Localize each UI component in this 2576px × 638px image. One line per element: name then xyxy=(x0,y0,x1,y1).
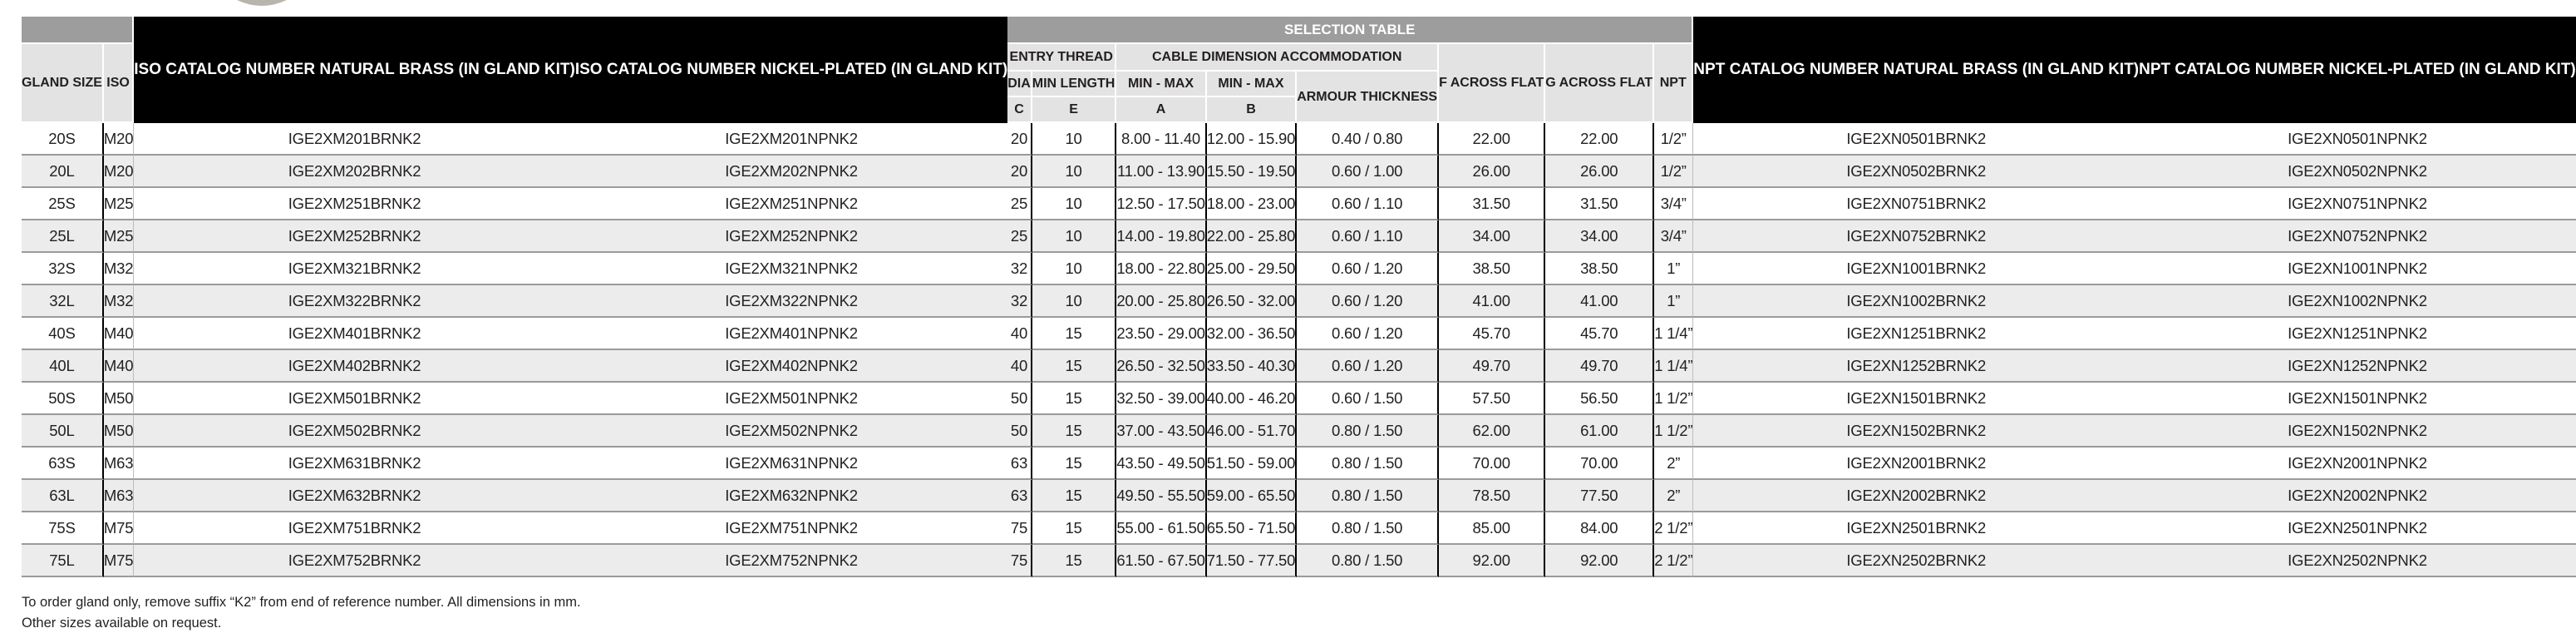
iso-thread-cell: M20 xyxy=(104,123,134,156)
min-length-e-cell: 15 xyxy=(1032,318,1117,350)
npt-brass-number-cell: IGE2XN0751BRNK2 xyxy=(1693,188,2139,220)
npt-brass-number-cell: IGE2XN1251BRNK2 xyxy=(1693,318,2139,350)
dia-c-cell: 20 xyxy=(1007,123,1032,156)
g-across-flat-cell: 26.00 xyxy=(1545,156,1654,188)
f-across-flat-cell: 34.00 xyxy=(1439,220,1545,253)
cable-range-b-cell: 51.50 - 59.00 xyxy=(1207,448,1297,480)
table-row xyxy=(22,285,2576,318)
iso-brass-number-cell: IGE2XM631BRNK2 xyxy=(134,448,575,480)
dia-c-cell: 40 xyxy=(1007,350,1032,383)
npt-brass-number-cell: IGE2XN0501BRNK2 xyxy=(1693,123,2139,156)
npt-size-cell: 1 1/4” xyxy=(1654,318,1693,350)
f-across-flat-cell: 45.70 xyxy=(1439,318,1545,350)
min-length-e-cell: 15 xyxy=(1032,448,1117,480)
iso-nickel-header: ISO CATALOG NUMBER NICKEL-PLATED (IN GLAND KIT) xyxy=(575,17,1007,123)
cable-range-a-cell: 11.00 - 13.90 xyxy=(1116,156,1206,188)
iso-nickel-number-cell: IGE2XM502NPNK2 xyxy=(575,415,1007,448)
iso-nickel-number-cell: IGE2XM401NPNK2 xyxy=(575,318,1007,350)
npt-size-cell: 3/4” xyxy=(1654,220,1693,253)
armour-thickness-cell: 0.60 / 1.10 xyxy=(1297,220,1439,253)
cable-range-a-cell: 14.00 - 19.80 xyxy=(1116,220,1206,253)
npt-nickel-number-cell: IGE2XN1252NPNK2 xyxy=(2139,350,2576,383)
iso-nickel-number-cell: IGE2XM751NPNK2 xyxy=(575,512,1007,545)
min-length-e-cell: 10 xyxy=(1032,253,1117,285)
cable-dimension-header: CABLE DIMENSION ACCOMMODATION xyxy=(1116,44,1439,72)
npt-size-cell: 1 1/4” xyxy=(1654,350,1693,383)
g-across-flat-cell: 34.00 xyxy=(1545,220,1654,253)
c-label: C xyxy=(1007,97,1032,123)
dia-c-cell: 25 xyxy=(1007,220,1032,253)
table-row xyxy=(22,350,2576,383)
iso-thread-cell: M25 xyxy=(104,188,134,220)
f-across-flat-cell: 38.50 xyxy=(1439,253,1545,285)
min-length-e-cell: 10 xyxy=(1032,156,1117,188)
npt-nickel-number-cell: IGE2XN0751NPNK2 xyxy=(2139,188,2576,220)
iso-thread-cell: M75 xyxy=(104,512,134,545)
npt-size-cell: 2 1/2” xyxy=(1654,545,1693,577)
min-max-a-header: MIN - MAX xyxy=(1116,72,1206,97)
gland-size-cell: 75L xyxy=(22,545,104,577)
cable-range-b-cell: 65.50 - 71.50 xyxy=(1207,512,1297,545)
cable-range-a-cell: 55.00 - 61.50 xyxy=(1116,512,1206,545)
armour-thickness-cell: 0.80 / 1.50 xyxy=(1297,480,1439,512)
iso-brass-number-cell: IGE2XM202BRNK2 xyxy=(134,156,575,188)
gland-size-cell: 20S xyxy=(22,123,104,156)
iso-brass-number-cell: IGE2XM751BRNK2 xyxy=(134,512,575,545)
cable-range-b-cell: 32.00 - 36.50 xyxy=(1207,318,1297,350)
npt-nickel-number-cell: IGE2XN2002NPNK2 xyxy=(2139,480,2576,512)
npt-nickel-number-cell: IGE2XN1002NPNK2 xyxy=(2139,285,2576,318)
f-across-flat-cell: 62.00 xyxy=(1439,415,1545,448)
npt-brass-number-cell: IGE2XN2501BRNK2 xyxy=(1693,512,2139,545)
npt-size-cell: 1” xyxy=(1654,253,1693,285)
min-length-e-cell: 15 xyxy=(1032,545,1117,577)
gland-size-cell: 32S xyxy=(22,253,104,285)
e-label: E xyxy=(1032,97,1117,123)
iso-thread-cell: M63 xyxy=(104,448,134,480)
armour-thickness-cell: 0.60 / 1.20 xyxy=(1297,350,1439,383)
armour-thickness-cell: 0.40 / 0.80 xyxy=(1297,123,1439,156)
dia-header: DIA xyxy=(1007,72,1032,97)
dia-c-cell: 32 xyxy=(1007,253,1032,285)
iso-nickel-number-cell: IGE2XM631NPNK2 xyxy=(575,448,1007,480)
dia-c-cell: 25 xyxy=(1007,188,1032,220)
armour-thickness-cell: 0.60 / 1.20 xyxy=(1297,253,1439,285)
npt-size-cell: 2 1/2” xyxy=(1654,512,1693,545)
cable-range-a-cell: 26.50 - 32.50 xyxy=(1116,350,1206,383)
armour-thickness-cell: 0.60 / 1.20 xyxy=(1297,285,1439,318)
table-row xyxy=(22,188,2576,220)
f-across-flat-cell: 49.70 xyxy=(1439,350,1545,383)
iso-header: ISO xyxy=(104,44,134,123)
cable-range-b-cell: 40.00 - 46.20 xyxy=(1207,383,1297,415)
npt-header: NPT xyxy=(1654,44,1693,123)
dia-c-cell: 40 xyxy=(1007,318,1032,350)
npt-brass-number-cell: IGE2XN1001BRNK2 xyxy=(1693,253,2139,285)
gland-size-cell: 25L xyxy=(22,220,104,253)
armour-thickness-cell: 0.80 / 1.50 xyxy=(1297,415,1439,448)
npt-brass-number-cell: IGE2XN1252BRNK2 xyxy=(1693,350,2139,383)
iso-nickel-number-cell: IGE2XM752NPNK2 xyxy=(575,545,1007,577)
g-across-flat-cell: 45.70 xyxy=(1545,318,1654,350)
cable-range-a-cell: 18.00 - 22.80 xyxy=(1116,253,1206,285)
iso-brass-header: ISO CATALOG NUMBER NATURAL BRASS (IN GLAND KIT) xyxy=(134,17,575,123)
dia-c-cell: 75 xyxy=(1007,545,1032,577)
iso-thread-cell: M50 xyxy=(104,415,134,448)
npt-brass-number-cell: IGE2XN0502BRNK2 xyxy=(1693,156,2139,188)
iso-nickel-number-cell: IGE2XM632NPNK2 xyxy=(575,480,1007,512)
armour-thickness-header: ARMOUR THICKNESS xyxy=(1297,72,1439,123)
dia-c-cell: 75 xyxy=(1007,512,1032,545)
min-length-e-cell: 15 xyxy=(1032,383,1117,415)
iso-thread-cell: M32 xyxy=(104,253,134,285)
cable-range-a-cell: 61.50 - 67.50 xyxy=(1116,545,1206,577)
cable-range-b-cell: 59.00 - 65.50 xyxy=(1207,480,1297,512)
iso-brass-number-cell: IGE2XM752BRNK2 xyxy=(134,545,575,577)
cable-range-a-cell: 43.50 - 49.50 xyxy=(1116,448,1206,480)
npt-size-cell: 1” xyxy=(1654,285,1693,318)
dia-c-cell: 63 xyxy=(1007,480,1032,512)
gland-size-cell: 40S xyxy=(22,318,104,350)
g-across-flat-cell: 49.70 xyxy=(1545,350,1654,383)
npt-nickel-header: NPT CATALOG NUMBER NICKEL-PLATED (IN GLAND KIT) xyxy=(2139,17,2576,123)
iso-thread-cell: M20 xyxy=(104,156,134,188)
min-max-b-header: MIN - MAX xyxy=(1207,72,1297,97)
npt-brass-number-cell: IGE2XN1501BRNK2 xyxy=(1693,383,2139,415)
cable-range-a-cell: 32.50 - 39.00 xyxy=(1116,383,1206,415)
f-across-flat-header: F ACROSS FLAT xyxy=(1439,44,1545,123)
iso-nickel-number-cell: IGE2XM201NPNK2 xyxy=(575,123,1007,156)
cable-range-a-cell: 49.50 - 55.50 xyxy=(1116,480,1206,512)
iso-brass-number-cell: IGE2XM632BRNK2 xyxy=(134,480,575,512)
table-row xyxy=(22,318,2576,350)
npt-brass-number-cell: IGE2XN2502BRNK2 xyxy=(1693,545,2139,577)
table-row xyxy=(22,448,2576,480)
iso-nickel-number-cell: IGE2XM501NPNK2 xyxy=(575,383,1007,415)
gland-size-cell: 75S xyxy=(22,512,104,545)
f-across-flat-cell: 31.50 xyxy=(1439,188,1545,220)
iso-nickel-number-cell: IGE2XM252NPNK2 xyxy=(575,220,1007,253)
npt-nickel-number-cell: IGE2XN1251NPNK2 xyxy=(2139,318,2576,350)
npt-size-cell: 1 1/2” xyxy=(1654,383,1693,415)
min-length-e-cell: 10 xyxy=(1032,285,1117,318)
gland-size-cell: 25S xyxy=(22,188,104,220)
iso-nickel-number-cell: IGE2XM202NPNK2 xyxy=(575,156,1007,188)
npt-size-cell: 3/4” xyxy=(1654,188,1693,220)
min-length-e-cell: 15 xyxy=(1032,350,1117,383)
cable-range-b-cell: 22.00 - 25.80 xyxy=(1207,220,1297,253)
dia-c-cell: 63 xyxy=(1007,448,1032,480)
a-label: A xyxy=(1116,97,1206,123)
min-length-e-cell: 15 xyxy=(1032,512,1117,545)
cable-range-b-cell: 26.50 - 32.00 xyxy=(1207,285,1297,318)
npt-size-cell: 1/2” xyxy=(1654,156,1693,188)
dia-c-cell: 20 xyxy=(1007,156,1032,188)
iso-brass-number-cell: IGE2XM501BRNK2 xyxy=(134,383,575,415)
gland-size-cell: 32L xyxy=(22,285,104,318)
g-across-flat-cell: 84.00 xyxy=(1545,512,1654,545)
gland-size-cell: 40L xyxy=(22,350,104,383)
cable-range-a-cell: 37.00 - 43.50 xyxy=(1116,415,1206,448)
g-across-flat-cell: 41.00 xyxy=(1545,285,1654,318)
footnote-order: To order gland only, remove suffix “K2” from end of reference number. All dimensions in mm. xyxy=(22,595,581,610)
min-length-e-cell: 10 xyxy=(1032,188,1117,220)
npt-nickel-number-cell: IGE2XN0502NPNK2 xyxy=(2139,156,2576,188)
footnote-sizes: Other sizes available on request. xyxy=(22,616,222,631)
g-across-flat-cell: 22.00 xyxy=(1545,123,1654,156)
iso-nickel-number-cell: IGE2XM321NPNK2 xyxy=(575,253,1007,285)
cable-range-b-cell: 15.50 - 19.50 xyxy=(1207,156,1297,188)
iso-nickel-number-cell: IGE2XM402NPNK2 xyxy=(575,350,1007,383)
iso-thread-cell: M32 xyxy=(104,285,134,318)
f-across-flat-cell: 22.00 xyxy=(1439,123,1545,156)
g-across-flat-cell: 70.00 xyxy=(1545,448,1654,480)
npt-nickel-number-cell: IGE2XN0501NPNK2 xyxy=(2139,123,2576,156)
cable-range-a-cell: 12.50 - 17.50 xyxy=(1116,188,1206,220)
f-across-flat-cell: 41.00 xyxy=(1439,285,1545,318)
selection-table-title: SELECTION TABLE xyxy=(1007,17,1693,44)
armour-thickness-cell: 0.80 / 1.50 xyxy=(1297,512,1439,545)
table-row xyxy=(22,545,2576,577)
product-image-fragment xyxy=(237,0,287,7)
iso-brass-number-cell: IGE2XM402BRNK2 xyxy=(134,350,575,383)
cable-range-b-cell: 33.50 - 40.30 xyxy=(1207,350,1297,383)
npt-size-cell: 2” xyxy=(1654,448,1693,480)
npt-brass-number-cell: IGE2XN2002BRNK2 xyxy=(1693,480,2139,512)
cable-range-a-cell: 23.50 - 29.00 xyxy=(1116,318,1206,350)
iso-thread-cell: M75 xyxy=(104,545,134,577)
table-row xyxy=(22,156,2576,188)
f-across-flat-cell: 70.00 xyxy=(1439,448,1545,480)
f-across-flat-cell: 78.50 xyxy=(1439,480,1545,512)
iso-brass-number-cell: IGE2XM252BRNK2 xyxy=(134,220,575,253)
iso-brass-number-cell: IGE2XM321BRNK2 xyxy=(134,253,575,285)
table-row xyxy=(22,123,2576,156)
min-length-e-cell: 15 xyxy=(1032,415,1117,448)
footnotes xyxy=(22,592,581,634)
iso-brass-number-cell: IGE2XM251BRNK2 xyxy=(134,188,575,220)
dia-c-cell: 50 xyxy=(1007,383,1032,415)
iso-nickel-number-cell: IGE2XM322NPNK2 xyxy=(575,285,1007,318)
npt-nickel-number-cell: IGE2XN2502NPNK2 xyxy=(2139,545,2576,577)
g-across-flat-cell: 31.50 xyxy=(1545,188,1654,220)
dia-c-cell: 32 xyxy=(1007,285,1032,318)
npt-nickel-number-cell: IGE2XN2001NPNK2 xyxy=(2139,448,2576,480)
f-across-flat-cell: 92.00 xyxy=(1439,545,1545,577)
npt-nickel-number-cell: IGE2XN1502NPNK2 xyxy=(2139,415,2576,448)
npt-size-cell: 1 1/2” xyxy=(1654,415,1693,448)
npt-brass-number-cell: IGE2XN0752BRNK2 xyxy=(1693,220,2139,253)
npt-brass-number-cell: IGE2XN2001BRNK2 xyxy=(1693,448,2139,480)
gland-size-cell: 50L xyxy=(22,415,104,448)
f-across-flat-cell: 57.50 xyxy=(1439,383,1545,415)
npt-nickel-number-cell: IGE2XN0752NPNK2 xyxy=(2139,220,2576,253)
g-across-flat-cell: 77.50 xyxy=(1545,480,1654,512)
f-across-flat-cell: 26.00 xyxy=(1439,156,1545,188)
gland-size-cell: 63L xyxy=(22,480,104,512)
npt-brass-number-cell: IGE2XN1502BRNK2 xyxy=(1693,415,2139,448)
g-across-flat-cell: 38.50 xyxy=(1545,253,1654,285)
g-across-flat-header: G ACROSS FLAT xyxy=(1545,44,1654,123)
gland-size-cell: 20L xyxy=(22,156,104,188)
table-row xyxy=(22,220,2576,253)
entry-thread-header: ENTRY THREAD xyxy=(1007,44,1116,72)
gland-header-band xyxy=(22,17,134,44)
iso-nickel-number-cell: IGE2XM251NPNK2 xyxy=(575,188,1007,220)
npt-brass-header: NPT CATALOG NUMBER NATURAL BRASS (IN GLAND KIT) xyxy=(1693,17,2139,123)
dia-c-cell: 50 xyxy=(1007,415,1032,448)
iso-brass-number-cell: IGE2XM502BRNK2 xyxy=(134,415,575,448)
iso-brass-number-cell: IGE2XM401BRNK2 xyxy=(134,318,575,350)
gland-size-header: GLAND SIZE xyxy=(22,44,104,123)
min-length-e-cell: 15 xyxy=(1032,480,1117,512)
min-length-header: MIN LENGTH xyxy=(1032,72,1117,97)
min-length-e-cell: 10 xyxy=(1032,123,1117,156)
npt-nickel-number-cell: IGE2XN1001NPNK2 xyxy=(2139,253,2576,285)
b-label: B xyxy=(1207,97,1297,123)
armour-thickness-cell: 0.60 / 1.00 xyxy=(1297,156,1439,188)
iso-brass-number-cell: IGE2XM322BRNK2 xyxy=(134,285,575,318)
gland-size-cell: 63S xyxy=(22,448,104,480)
armour-thickness-cell: 0.80 / 1.50 xyxy=(1297,545,1439,577)
npt-size-cell: 1/2” xyxy=(1654,123,1693,156)
cable-range-b-cell: 46.00 - 51.70 xyxy=(1207,415,1297,448)
selection-table xyxy=(22,17,2576,577)
table-row xyxy=(22,512,2576,545)
npt-nickel-number-cell: IGE2XN2501NPNK2 xyxy=(2139,512,2576,545)
table-row xyxy=(22,415,2576,448)
armour-thickness-cell: 0.60 / 1.50 xyxy=(1297,383,1439,415)
armour-thickness-cell: 0.60 / 1.20 xyxy=(1297,318,1439,350)
cable-range-b-cell: 25.00 - 29.50 xyxy=(1207,253,1297,285)
f-across-flat-cell: 85.00 xyxy=(1439,512,1545,545)
iso-thread-cell: M63 xyxy=(104,480,134,512)
iso-brass-number-cell: IGE2XM201BRNK2 xyxy=(134,123,575,156)
table-row xyxy=(22,253,2576,285)
cable-range-b-cell: 71.50 - 77.50 xyxy=(1207,545,1297,577)
table-row xyxy=(22,383,2576,415)
cable-range-a-cell: 20.00 - 25.80 xyxy=(1116,285,1206,318)
gland-size-cell: 50S xyxy=(22,383,104,415)
npt-nickel-number-cell: IGE2XN1501NPNK2 xyxy=(2139,383,2576,415)
table-row xyxy=(22,480,2576,512)
armour-thickness-cell: 0.60 / 1.10 xyxy=(1297,188,1439,220)
g-across-flat-cell: 56.50 xyxy=(1545,383,1654,415)
npt-size-cell: 2” xyxy=(1654,480,1693,512)
iso-thread-cell: M50 xyxy=(104,383,134,415)
min-length-e-cell: 10 xyxy=(1032,220,1117,253)
g-across-flat-cell: 92.00 xyxy=(1545,545,1654,577)
iso-thread-cell: M25 xyxy=(104,220,134,253)
npt-brass-number-cell: IGE2XN1002BRNK2 xyxy=(1693,285,2139,318)
g-across-flat-cell: 61.00 xyxy=(1545,415,1654,448)
iso-thread-cell: M40 xyxy=(104,318,134,350)
cable-range-b-cell: 18.00 - 23.00 xyxy=(1207,188,1297,220)
iso-thread-cell: M40 xyxy=(104,350,134,383)
armour-thickness-cell: 0.80 / 1.50 xyxy=(1297,448,1439,480)
cable-range-a-cell: 8.00 - 11.40 xyxy=(1116,123,1206,156)
cable-range-b-cell: 12.00 - 15.90 xyxy=(1207,123,1297,156)
